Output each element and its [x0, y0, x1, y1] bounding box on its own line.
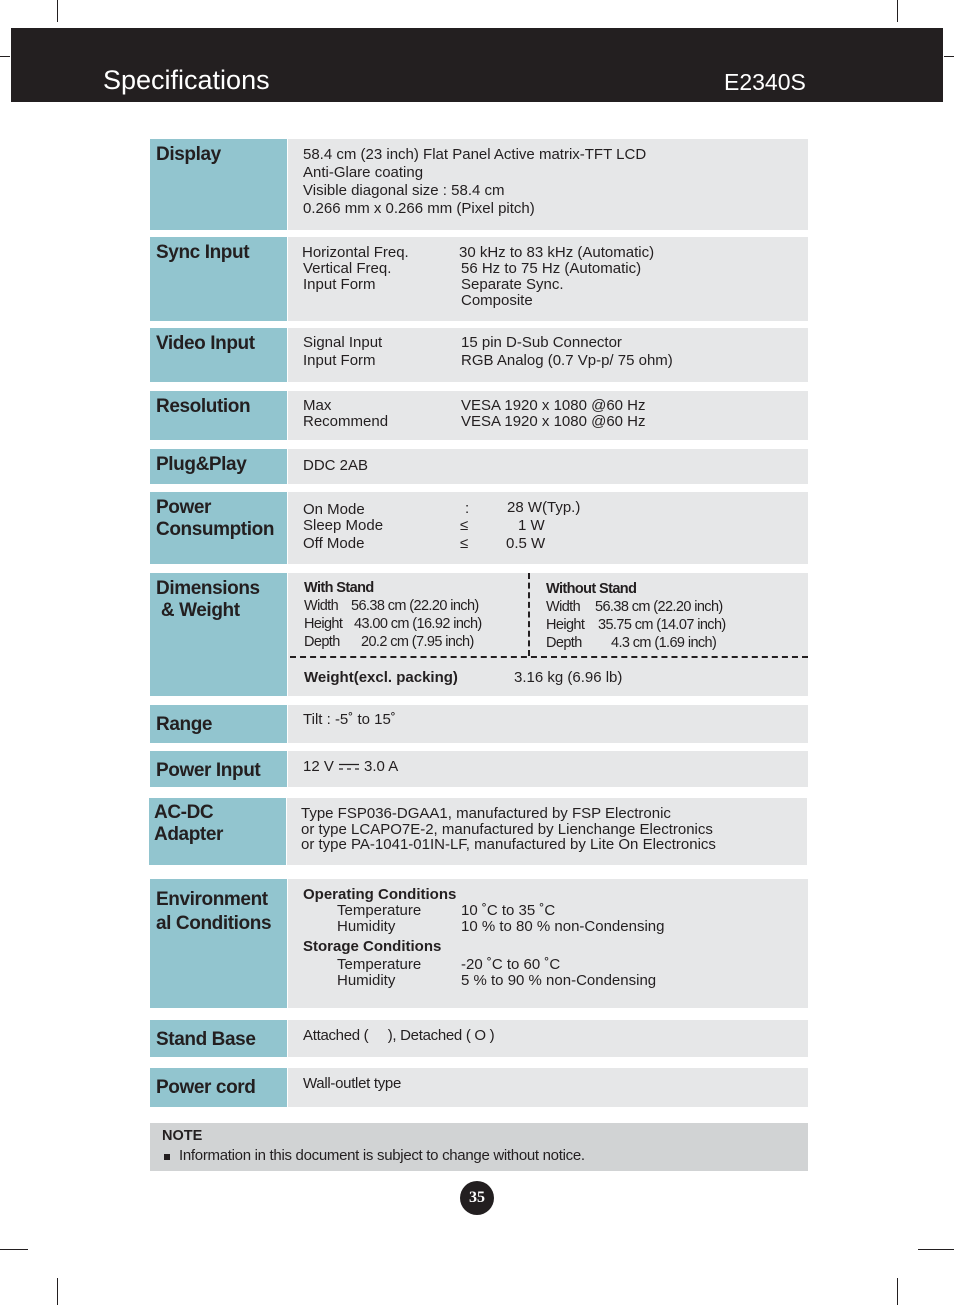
spec-label-line: Environment	[156, 889, 268, 910]
spec-label-cell	[150, 139, 287, 230]
crop-mark	[918, 1249, 954, 1250]
spec-label-cell	[150, 449, 287, 484]
spec-label: Stand Base	[156, 1029, 256, 1050]
spec-label	[156, 578, 260, 622]
spec-label-line: & Weight	[156, 600, 240, 621]
spec-row-dimensions-weight	[150, 573, 808, 696]
spec-label-cell	[150, 1068, 287, 1107]
bullet-icon	[164, 1154, 170, 1160]
spec-label-cell	[150, 573, 287, 696]
spec-key: Sleep Mode	[303, 517, 384, 534]
spec-label	[156, 497, 274, 541]
spec-value-cell	[287, 798, 807, 865]
spec-label-line: Consumption	[156, 519, 275, 540]
spec-label: Power cord	[156, 1077, 256, 1098]
spec-value: 15 pin D-Sub Connector	[461, 334, 622, 351]
spec-value: -20 ˚C to 60 ˚C	[461, 956, 561, 973]
spec-label-cell	[150, 879, 287, 1008]
spec-key: Height	[304, 616, 343, 632]
crop-mark	[57, 0, 58, 22]
spec-key: On Mode	[303, 501, 365, 518]
current-value: 3.0 A	[364, 758, 399, 775]
spec-value: Attached ( ), Detached ( O )	[303, 1027, 495, 1044]
spec-row-sync-input	[150, 237, 808, 321]
dc-current-icon	[339, 763, 359, 771]
spec-label-cell	[150, 751, 287, 787]
spec-key: Input Form	[303, 276, 376, 293]
crop-mark	[944, 56, 954, 57]
spec-row-power-input	[150, 751, 808, 787]
spec-key: Depth	[546, 635, 582, 651]
spec-label: Power Input	[156, 760, 261, 781]
spec-value: 10 ˚C to 35 ˚C	[461, 902, 556, 919]
spec-key: Width	[546, 599, 581, 615]
spec-label-cell	[149, 798, 286, 865]
spec-value-cell	[288, 573, 808, 696]
spec-label-cell	[150, 1020, 287, 1057]
spec-value: 5 % to 90 % non-Condensing	[461, 972, 657, 989]
spec-label-cell	[150, 237, 287, 321]
spec-value-cell	[288, 328, 808, 382]
without-stand-title: Without Stand	[546, 581, 637, 597]
spec-value-cell	[288, 705, 808, 743]
with-stand-title: With Stand	[304, 580, 374, 596]
note-text: Information in this document is subject to change without notice.	[179, 1147, 585, 1164]
spec-key: Temperature	[337, 956, 422, 973]
spec-label: AC-DC Adapter	[154, 802, 223, 845]
spec-value: 1 W	[518, 517, 545, 534]
spec-value: Wall-outlet type	[303, 1075, 402, 1092]
column-divider	[528, 573, 530, 656]
spec-row-ac-dc-adapter	[149, 798, 807, 865]
spec-key: Width	[304, 598, 339, 614]
spec-line: or type PA-1041-01IN-LF, manufactured by Lite On Electronics	[301, 836, 716, 853]
crop-mark	[0, 1249, 28, 1250]
spec-label: Display	[156, 144, 221, 165]
spec-label-cell	[150, 705, 287, 743]
spec-line: Visible diagonal size : 58.4 cm	[303, 182, 505, 199]
spec-key: Temperature	[337, 902, 422, 919]
spec-value: 56.38 cm (22.20 inch)	[595, 599, 723, 615]
spec-symbol: :	[465, 500, 470, 517]
spec-value-cell	[288, 139, 808, 230]
spec-row-power-consumption	[150, 492, 808, 564]
spec-value-cell	[288, 492, 808, 564]
spec-symbol: ≤	[460, 517, 469, 534]
spec-row-stand-base	[150, 1020, 808, 1057]
note-box	[150, 1123, 808, 1171]
spec-value: 28 W(Typ.)	[507, 499, 581, 516]
spec-value: 43.00 cm (16.92 inch)	[354, 616, 482, 632]
spec-row-display	[150, 139, 808, 230]
spec-value-cell	[288, 237, 808, 321]
spec-label: Range	[156, 714, 213, 735]
spec-value: 0.5 W	[506, 535, 546, 552]
spec-symbol: ≤	[460, 535, 469, 552]
spec-key: Height	[546, 617, 585, 633]
spec-label	[156, 888, 271, 936]
spec-value: 35.75 cm (14.07 inch)	[598, 617, 726, 633]
spec-row-environmental-conditions	[150, 879, 808, 1008]
spec-value: 20.2 cm (7.95 inch)	[361, 634, 474, 650]
spec-label-line: al Conditions	[156, 913, 272, 934]
crop-mark	[897, 1278, 898, 1305]
spec-value-cell	[288, 1068, 808, 1107]
crop-mark	[57, 1278, 58, 1305]
spec-value: VESA 1920 x 1080 @60 Hz	[461, 413, 646, 430]
spec-label-line: Dimensions	[156, 578, 260, 599]
spec-value: 56 Hz to 75 Hz (Automatic)	[461, 260, 642, 277]
spec-line: 58.4 cm (23 inch) Flat Panel Active matrix-TFT LCD	[303, 146, 647, 163]
voltage-value: 12 V	[303, 758, 334, 775]
spec-label: Resolution	[156, 396, 251, 417]
spec-value: 56.38 cm (22.20 inch)	[351, 598, 479, 614]
spec-label: Plug&Play	[156, 454, 247, 475]
spec-label-cell	[150, 492, 287, 564]
spec-value-cell	[288, 879, 808, 1008]
crop-mark	[0, 56, 10, 57]
spec-value: RGB Analog (0.7 Vp-p/ 75 ohm)	[461, 352, 673, 369]
spec-value: Tilt : -5˚ to 15˚	[303, 711, 396, 728]
spec-line: Type FSP036-DGAA1, manufactured by FSP Electronic	[301, 805, 671, 822]
spec-line: 0.266 mm x 0.266 mm (Pixel pitch)	[303, 200, 535, 217]
spec-value: DDC 2AB	[303, 457, 369, 474]
spec-row-plug-and-play	[150, 449, 808, 484]
spec-key: Off Mode	[303, 535, 365, 552]
spec-value: 10 % to 80 % non-Condensing	[461, 918, 665, 935]
spec-label: Video Input	[156, 333, 255, 354]
spec-line: Anti-Glare coating	[303, 164, 424, 181]
spec-key: Humidity	[337, 918, 396, 935]
spec-value: 30 kHz to 83 kHz (Automatic)	[459, 244, 655, 261]
spec-value: Separate Sync.	[461, 276, 564, 293]
spec-row-resolution	[150, 391, 808, 440]
weight-label: Weight(excl. packing)	[304, 669, 458, 686]
spec-key: Recommend	[303, 413, 389, 430]
spec-value-cell	[288, 1020, 808, 1057]
section-divider	[290, 656, 808, 658]
spec-key: Horizontal Freq.	[302, 244, 409, 261]
storage-conditions-title: Storage Conditions	[303, 938, 442, 955]
spec-value: 4.3 cm (1.69 inch)	[611, 635, 717, 651]
spec-line: or type LCAPO7E-2, manufactured by Lienchange Electronics	[301, 821, 713, 838]
spec-value: VESA 1920 x 1080 @60 Hz	[461, 397, 646, 414]
spec-key: Vertical Freq.	[303, 260, 392, 277]
weight-value: 3.16 kg (6.96 lb)	[514, 669, 623, 686]
spec-label: Sync Input	[156, 242, 250, 263]
model-name: E2340S	[724, 69, 806, 95]
spec-key: Input Form	[303, 352, 376, 369]
spec-key: Signal Input	[303, 334, 383, 351]
note-title: NOTE	[162, 1128, 203, 1144]
spec-key: Depth	[304, 634, 340, 650]
spec-row-video-input	[150, 328, 808, 382]
page-number: 35	[460, 1181, 494, 1215]
page-header	[11, 28, 943, 102]
spec-label-cell	[150, 391, 287, 440]
spec-value-cell	[288, 391, 808, 440]
spec-value-cell	[288, 449, 808, 484]
spec-value: Composite	[461, 292, 533, 309]
spec-value-cell	[288, 751, 808, 787]
spec-key: Max	[303, 397, 332, 414]
spec-label-line: Power	[156, 497, 212, 518]
spec-label-cell	[150, 328, 287, 382]
page-title: Specifications	[103, 65, 270, 95]
spec-row-range	[150, 705, 808, 743]
operating-conditions-title: Operating Conditions	[303, 886, 457, 903]
spec-row-power-cord	[150, 1068, 808, 1107]
spec-key: Humidity	[337, 972, 396, 989]
crop-mark	[897, 0, 898, 22]
